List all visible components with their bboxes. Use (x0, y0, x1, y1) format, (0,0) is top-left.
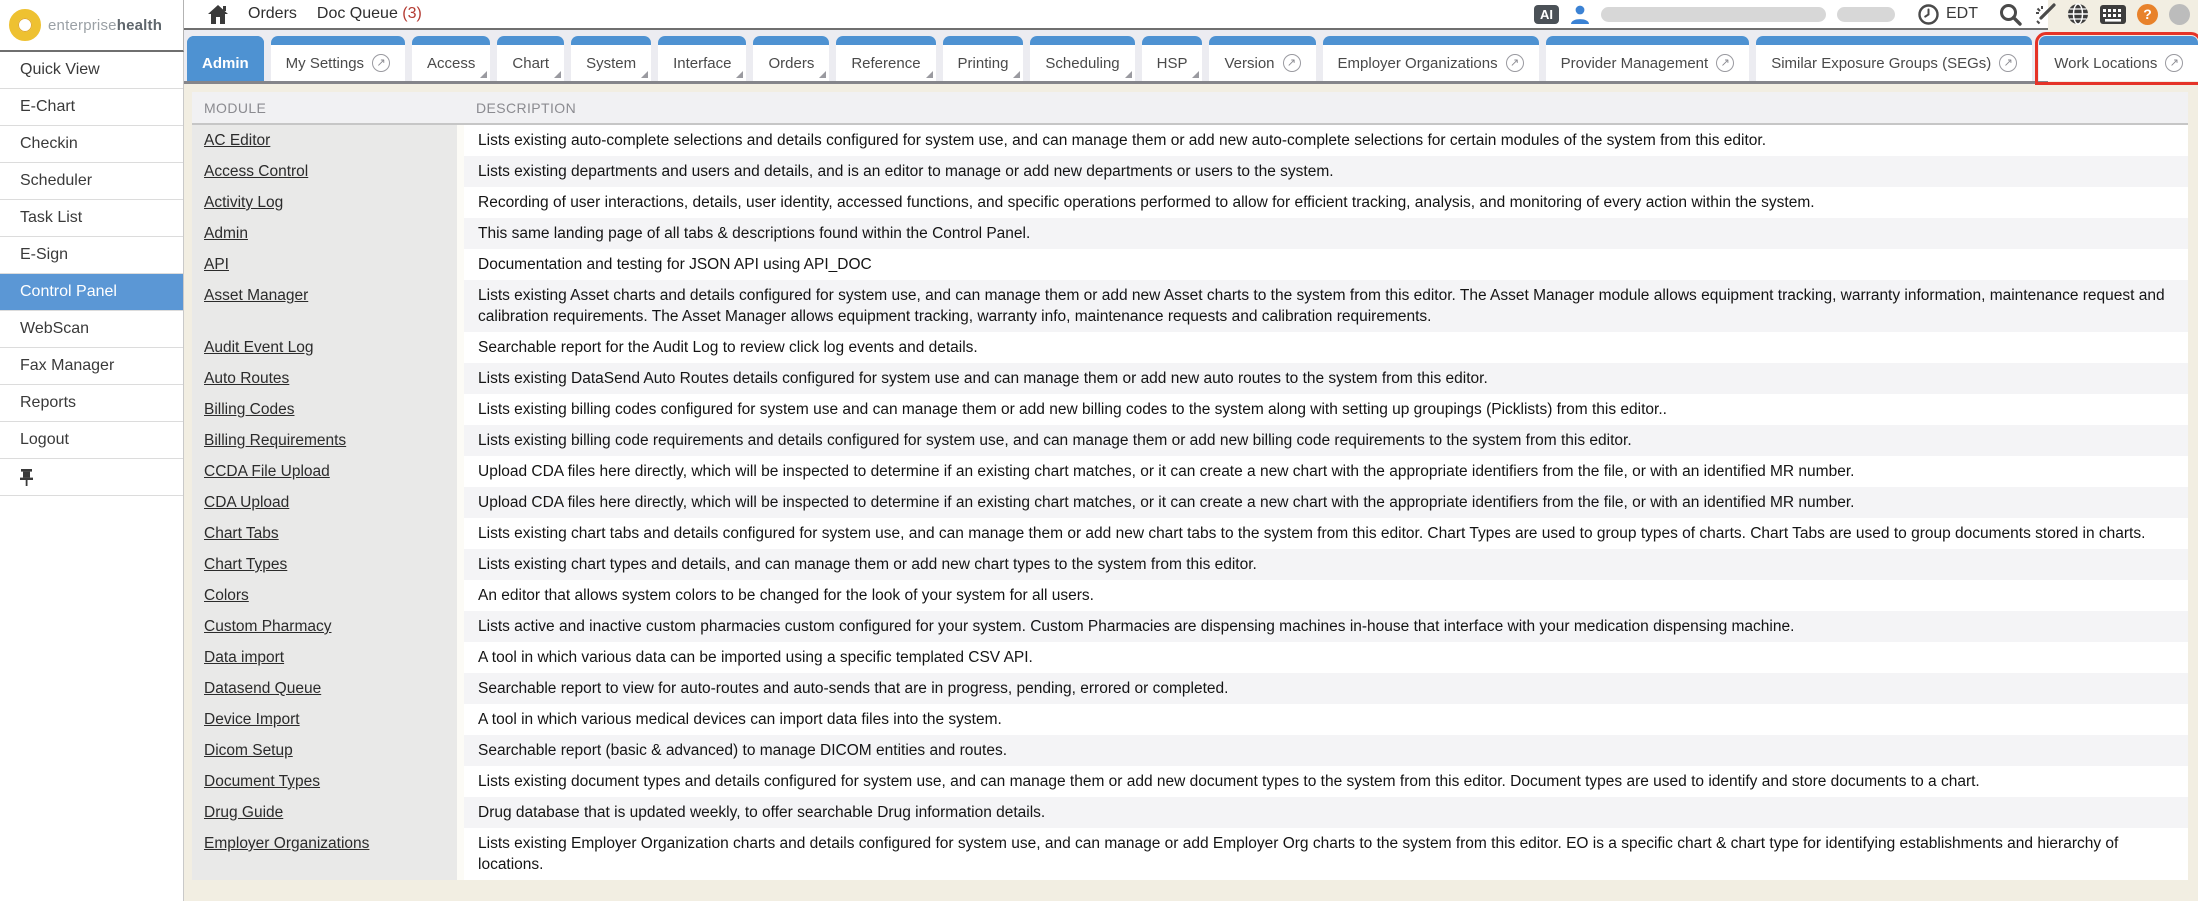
module-link-billing-codes[interactable]: Billing Codes (204, 401, 295, 418)
table-row (192, 735, 2188, 766)
module-cell (192, 766, 464, 797)
tab-label: Admin (202, 54, 249, 72)
module-description: Lists existing chart tabs and details configured for system use, and can manage them or add new chart tabs to the system from this editor. Chart Types are used to group types of charts. Chart Tabs are used to group documents stored in charts. (464, 518, 2188, 549)
module-cell (192, 332, 464, 363)
dropdown-corner-icon (1013, 71, 1020, 78)
sidebar-item-scheduler[interactable] (0, 163, 183, 200)
module-cell (192, 673, 464, 704)
table-row (192, 549, 2188, 580)
module-cell (192, 363, 464, 394)
dropdown-corner-icon (554, 71, 561, 78)
tab-version[interactable] (1209, 36, 1315, 81)
dropdown-corner-icon (819, 71, 826, 78)
module-description: Lists existing Employer Organization charts and details configured for system use, and can manage or add Employer Org charts to the system from this editor. EO is a specific chart & chart type for identifying establishments and hierarchy of locations. (464, 828, 2188, 880)
sidebar-item-quick-view[interactable] (0, 52, 183, 89)
sidebar-item-e-sign[interactable] (0, 237, 183, 274)
table-row (192, 766, 2188, 797)
redacted-username (1601, 7, 1826, 22)
table-row (192, 642, 2188, 673)
module-link-dicom-setup[interactable]: Dicom Setup (204, 742, 293, 759)
module-cell (192, 394, 464, 425)
table-header (192, 92, 2188, 125)
table-row (192, 487, 2188, 518)
module-description: An editor that allows system colors to be changed for the look of your system for all users. (464, 580, 2188, 611)
module-description: A tool in which various medical devices can import data files into the system. (464, 704, 2188, 735)
module-cell (192, 580, 464, 611)
column-header-description: DESCRIPTION (476, 100, 577, 116)
module-link-device-import[interactable]: Device Import (204, 711, 300, 728)
module-cell (192, 425, 464, 456)
table-row (192, 518, 2188, 549)
open-in-new-window-icon[interactable]: ↗ (2165, 54, 2183, 72)
dropdown-corner-icon (926, 71, 933, 78)
user-icon[interactable] (1570, 4, 1590, 24)
table-row (192, 187, 2188, 218)
module-description: Recording of user interactions, details, user identity, accessed functions, and specific operations performed to allow for efficient tracking, analysis, and monitoring of every action within the system. (464, 187, 2188, 218)
module-cell (192, 456, 464, 487)
module-link-drug-guide[interactable]: Drug Guide (204, 804, 284, 821)
tab-reference[interactable] (836, 36, 935, 81)
module-cell (192, 642, 464, 673)
globe-icon[interactable] (2067, 3, 2089, 25)
tab-label: System (586, 54, 637, 72)
module-link-access-control[interactable]: Access Control (204, 163, 309, 180)
module-link-admin[interactable]: Admin (204, 225, 248, 242)
table-row (192, 280, 2188, 332)
module-link-datasend-queue[interactable]: Datasend Queue (204, 680, 322, 697)
module-cell (192, 187, 464, 218)
tab-label: Printing (957, 54, 1009, 72)
dropdown-corner-icon (736, 71, 743, 78)
sidebar-item-task-list[interactable] (0, 200, 183, 237)
module-table-body (192, 125, 2188, 880)
tab-orders[interactable] (753, 36, 829, 81)
home-icon[interactable] (208, 5, 228, 24)
dropdown-corner-icon (1125, 71, 1132, 78)
table-row (192, 797, 2188, 828)
tab-my-settings[interactable] (271, 36, 405, 81)
tab-label: Similar Exposure Groups (SEGs) (1771, 54, 1992, 72)
tab-label: Reference (851, 54, 921, 72)
module-cell (192, 704, 464, 735)
table-row (192, 673, 2188, 704)
open-in-new-window-icon[interactable]: ↗ (1506, 54, 1524, 72)
sidebar-item-logout[interactable] (0, 422, 183, 459)
open-in-new-window-icon[interactable]: ↗ (372, 54, 390, 72)
module-description: Upload CDA files here directly, which will be inspected to determine if an existing chart matches, or it can create a new chart with the appropriate identifiers from the file, or with an identified MR number. (464, 456, 2188, 487)
sidebar-item-label: Quick View (20, 61, 100, 78)
logo-wordmark: enterprisehealth (48, 16, 163, 34)
main-sidebar (0, 52, 184, 901)
module-cell (192, 280, 464, 332)
app-logo (0, 0, 184, 52)
sidebar-item-label: Logout (20, 431, 69, 448)
sidebar-item-e-chart[interactable] (0, 89, 183, 126)
tab-label: Orders (768, 54, 815, 72)
tab-work-locations[interactable] (2039, 36, 2198, 81)
module-link-chart-types[interactable]: Chart Types (204, 556, 288, 573)
table-row (192, 363, 2188, 394)
sidebar-item-checkin[interactable] (0, 126, 183, 163)
doc-queue-count: (3) (402, 5, 422, 22)
tab-hsp[interactable] (1142, 36, 1203, 81)
sidebar-item-label: Task List (20, 209, 83, 226)
sidebar-item-label: Scheduler (20, 172, 93, 189)
module-link-colors[interactable]: Colors (204, 587, 249, 604)
module-description: Searchable report for the Audit Log to review click log events and details. (464, 332, 2188, 363)
top-navigation (208, 0, 422, 28)
sidebar-item-control-panel[interactable] (0, 274, 183, 311)
nav-doc-queue[interactable]: Doc Queue (3) (316, 5, 422, 22)
module-description: Lists existing Asset charts and details configured for system use, and can manage them or add new Asset charts to the system from this editor. The Asset Manager module allows equipment tracking, warranty information, maintenance request and calibration requirements. The Asset Manager allows equipment tracking, warranty info, maintenance requests and calibration requirements. (464, 280, 2188, 332)
module-description: Lists existing DataSend Auto Routes details configured for system use and can manage them or add new auto routes to the system from this editor. (464, 363, 2188, 394)
module-link-billing-requirements[interactable]: Billing Requirements (204, 432, 347, 449)
module-link-ccda-file-upload[interactable]: CCDA File Upload (204, 463, 330, 480)
module-link-activity-log[interactable]: Activity Log (204, 194, 284, 211)
sidebar-item-label: Control Panel (20, 283, 117, 300)
module-description: Drug database that is updated weekly, to offer searchable Drug information details. (464, 797, 2188, 828)
module-cell (192, 518, 464, 549)
search-icon[interactable] (1999, 3, 2022, 26)
pin-sidebar-button[interactable] (0, 459, 183, 496)
module-cell (192, 218, 464, 249)
module-cell (192, 249, 464, 280)
keyboard-icon[interactable] (2100, 5, 2126, 24)
module-link-data-import[interactable]: Data import (204, 649, 285, 666)
tab-label: Employer Organizations (1337, 54, 1498, 72)
tab-admin[interactable] (187, 36, 264, 81)
control-panel-tab-strip (0, 30, 2179, 84)
enterprisehealth-logo-icon (9, 9, 41, 41)
dropdown-corner-icon (1192, 71, 1199, 78)
tab-employer-organizations[interactable] (1323, 36, 1539, 81)
module-link-api[interactable]: API (204, 256, 229, 273)
redacted-text (1837, 7, 1895, 22)
module-cell (192, 611, 464, 642)
sidebar-item-label: E-Chart (20, 98, 76, 115)
module-description: Lists existing document types and details configured for system use, and can manage them or add new document types to the system from this editor. Document types are used to identify and store documents to a chart. (464, 766, 2188, 797)
module-cell (192, 797, 464, 828)
tab-access[interactable] (412, 36, 490, 81)
tab-label: Provider Management (1560, 54, 1709, 72)
clock-icon[interactable] (1918, 4, 1939, 25)
module-description: Lists existing billing code requirements and details configured for system use, and can manage them or add new billing code requirements to the system from this editor. (464, 425, 2188, 456)
tab-label: Access (427, 54, 476, 72)
tab-label: HSP (1156, 54, 1188, 72)
module-description: Lists existing departments and users and details, and is an editor to manage or add new departments or users to the system. (464, 156, 2188, 187)
sidebar-item-reports[interactable] (0, 385, 183, 422)
help-icon[interactable]: ? (2137, 4, 2158, 25)
tab-label: Version (1224, 54, 1275, 72)
module-description: Documentation and testing for JSON API using API_DOC (464, 249, 2188, 280)
sidebar-item-webscan[interactable] (0, 311, 183, 348)
tab-scheduling[interactable] (1030, 36, 1134, 81)
tab-label: Interface (673, 54, 732, 72)
tab-provider-management[interactable] (1546, 36, 1750, 81)
dropdown-corner-icon (480, 71, 487, 78)
open-in-new-window-icon[interactable]: ↗ (1283, 54, 1301, 72)
module-description: Searchable report (basic & advanced) to manage DICOM entities and routes. (464, 735, 2188, 766)
tab-interface[interactable] (658, 36, 746, 81)
tab-label: Chart (512, 54, 550, 72)
table-row (192, 394, 2188, 425)
table-row (192, 156, 2188, 187)
sidebar-item-label: Checkin (20, 135, 78, 152)
module-link-document-types[interactable]: Document Types (204, 773, 321, 790)
sidebar-item-fax-manager[interactable] (0, 348, 183, 385)
module-description: This same landing page of all tabs & descriptions found within the Control Panel. (464, 218, 2188, 249)
tab-label: Work Locations (2054, 54, 2158, 72)
module-link-ac-editor[interactable]: AC Editor (204, 132, 271, 149)
module-cell (192, 156, 464, 187)
tab-label: My Settings (285, 54, 365, 72)
magic-wand-icon[interactable] (2033, 3, 2056, 26)
pin-icon (20, 469, 33, 486)
module-link-custom-pharmacy[interactable]: Custom Pharmacy (204, 618, 332, 635)
table-row (192, 249, 2188, 280)
tab-label: Scheduling (1045, 54, 1120, 72)
tab-chart[interactable] (497, 36, 564, 81)
module-link-audit-event-log[interactable]: Audit Event Log (204, 339, 314, 356)
module-description: Lists active and inactive custom pharmacies custom configured for your system. Custom Pharmacies are dispensing machines in-house that interface with your medication dispensing machine. (464, 611, 2188, 642)
dropdown-corner-icon (641, 71, 648, 78)
table-row (192, 332, 2188, 363)
column-header-module: MODULE (204, 100, 267, 116)
control-panel-content (184, 84, 2198, 901)
sidebar-item-label: WebScan (20, 320, 90, 337)
avatar[interactable] (2169, 4, 2190, 25)
module-link-employer-organizations[interactable]: Employer Organizations (204, 835, 370, 852)
tab-system[interactable] (571, 36, 651, 81)
top-bar-icons (1534, 0, 2190, 28)
module-description: Lists existing chart types and details, and can manage them or add new chart types to the system from this editor. (464, 549, 2188, 580)
table-row (192, 456, 2188, 487)
table-row (192, 218, 2188, 249)
module-cell (192, 828, 464, 880)
module-cell (192, 735, 464, 766)
module-link-chart-tabs[interactable]: Chart Tabs (204, 525, 279, 542)
table-row (192, 580, 2188, 611)
table-row (192, 828, 2188, 880)
tab-list (187, 36, 2179, 81)
module-cell (192, 125, 464, 156)
table-row (192, 125, 2188, 156)
sidebar-item-label: Reports (20, 394, 77, 411)
tab-similar-exposure-groups-segs-[interactable] (1756, 36, 2032, 81)
nav-orders[interactable]: Orders (248, 5, 297, 22)
table-row (192, 425, 2188, 456)
tab-printing[interactable] (943, 36, 1024, 81)
module-link-auto-routes[interactable]: Auto Routes (204, 370, 290, 387)
module-description: Searchable report to view for auto-routes and auto-sends that are in progress, pending, errored or completed. (464, 673, 2188, 704)
module-link-cda-upload[interactable]: CDA Upload (204, 494, 290, 511)
module-cell (192, 549, 464, 580)
table-row (192, 704, 2188, 735)
open-in-new-window-icon[interactable]: ↗ (1999, 54, 2017, 72)
module-description: Lists existing billing codes configured for system use and can manage them or add new billing codes to the system along with setting up groupings (Picklists) from this editor.. (464, 394, 2188, 425)
timezone-label: EDT (1946, 5, 1978, 22)
table-row (192, 611, 2188, 642)
open-in-new-window-icon[interactable]: ↗ (1716, 54, 1734, 72)
module-cell (192, 487, 464, 518)
module-description: Lists existing auto-complete selections and details configured for system use, and can manage them or add new auto-complete selections for certain modules of the system from this editor. (464, 125, 2188, 156)
module-description: A tool in which various data can be imported using a specific templated CSV API. (464, 642, 2188, 673)
sidebar-item-label: E-Sign (20, 246, 69, 263)
module-description: Upload CDA files here directly, which will be inspected to determine if an existing chart matches, or it can create a new chart with the appropriate identifiers from the file, or with an identified MR number. (464, 487, 2188, 518)
module-link-asset-manager[interactable]: Asset Manager (204, 287, 309, 304)
sidebar-item-label: Fax Manager (20, 357, 115, 374)
ai-badge[interactable]: AI (1534, 5, 1559, 24)
